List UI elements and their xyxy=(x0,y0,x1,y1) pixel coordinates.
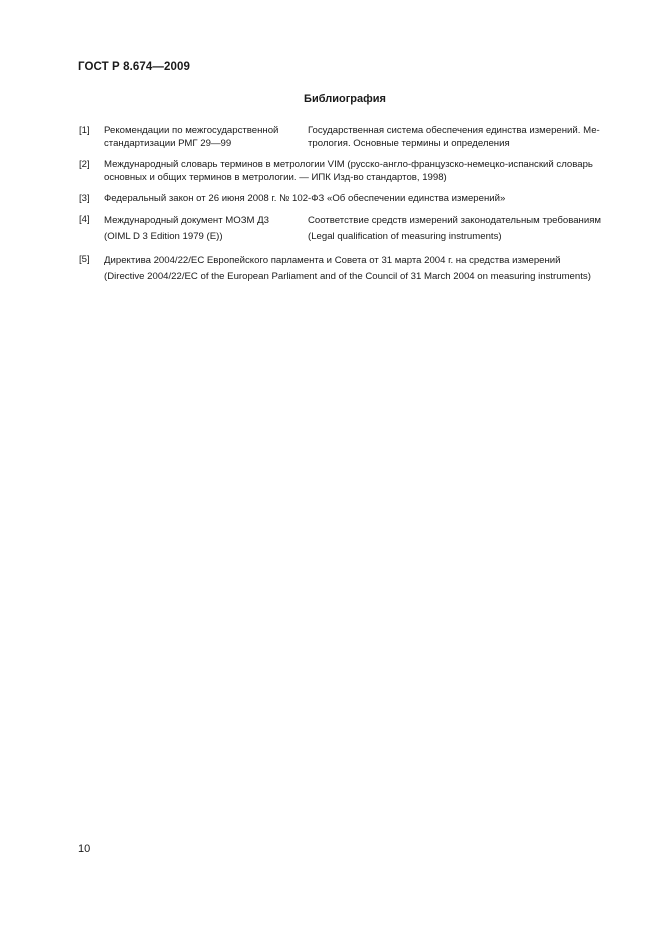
entry-number: [5] xyxy=(79,254,90,265)
entry-text-line: (OIML D 3 Edition 1979 (E)) xyxy=(104,231,223,242)
section-title: Библиография xyxy=(304,93,386,105)
entry-text-line: трология. Основные термины и определения xyxy=(308,138,510,149)
entry-number: [3] xyxy=(79,193,90,204)
entry-text-line: Федеральный закон от 26 июня 2008 г. № 102-ФЗ «Об обеспечении единства измерений» xyxy=(104,193,506,204)
entry-title xyxy=(308,124,614,150)
entry-text-line: (Directive 2004/22/EC of the European Parliament and of the Council of 31 March 2004 on measuring instruments) xyxy=(104,271,591,282)
entry-text-line: Рекомендации по межгосударственной xyxy=(104,125,279,136)
entry-text-line: (Legal qualification of measuring instruments) xyxy=(308,231,502,242)
entry-text-line: Директива 2004/22/ЕС Европейского парламента и Совета от 31 марта 2004 г. на средства измерений xyxy=(104,255,561,266)
bibliography-list xyxy=(79,124,619,293)
entry-text-line: стандартизации РМГ 29—99 xyxy=(104,138,232,149)
entry-text-line: Государственная система обеспечения единства измерений. Ме- xyxy=(308,125,600,136)
entry-title xyxy=(308,213,614,245)
document-code: ГОСТ Р 8.674—2009 xyxy=(78,61,190,73)
entry-text-line: Международный словарь терминов в метрологии VIM (русско-англо-французско-немецко-испанский словарь xyxy=(104,159,593,170)
entry-number: [1] xyxy=(79,125,90,136)
bibliography-entry-3 xyxy=(79,192,619,205)
entry-text-line: Международный документ МОЗМ Д3 xyxy=(104,215,270,226)
page-number: 10 xyxy=(78,843,91,855)
entry-designation xyxy=(104,124,308,150)
entry-number: [4] xyxy=(79,214,90,225)
bibliography-entry-5 xyxy=(79,253,619,285)
entry-designation xyxy=(104,213,308,245)
bibliography-entry-1 xyxy=(79,124,619,150)
bibliography-entry-4 xyxy=(79,213,619,245)
bibliography-entry-2 xyxy=(79,158,619,184)
entry-text-line: Соответствие средств измерений законодательным требованиям xyxy=(308,215,602,226)
entry-number: [2] xyxy=(79,159,90,170)
entry-text-line: основных и общих терминов в метрологии. — ИПК Изд-во стандартов, 1998) xyxy=(104,172,447,183)
